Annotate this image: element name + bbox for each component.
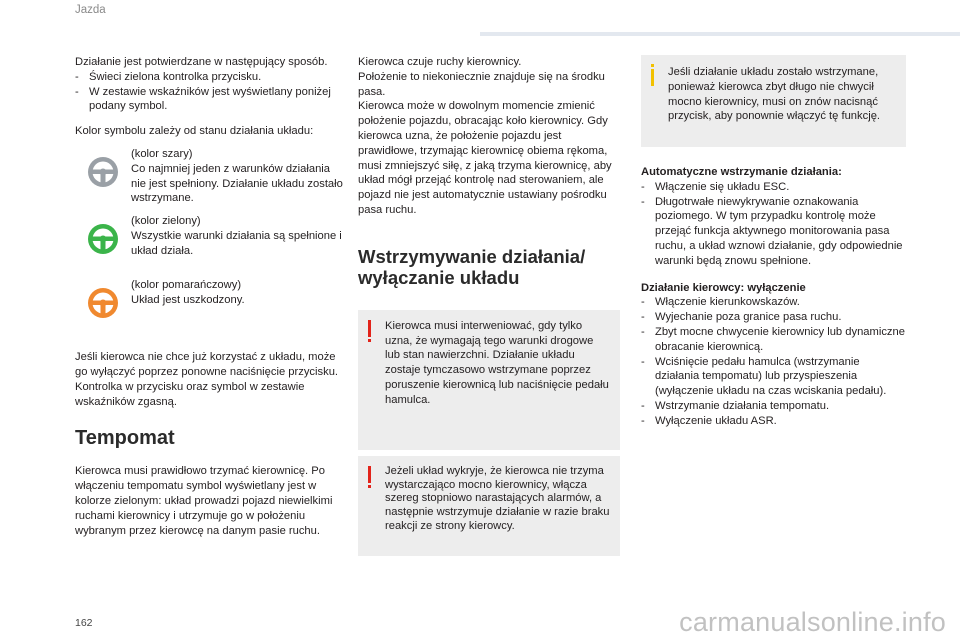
state-color-label: (kolor zielony) <box>131 215 201 228</box>
list-item: - Zbyt mocne chwycenie kierownicy lub dynamiczne obracanie kierownicą. <box>641 325 905 353</box>
state-color-label: (kolor szary) <box>131 147 193 160</box>
column-1 <box>75 55 343 538</box>
list-item: - Wstrzymanie działania tempomatu. <box>641 399 830 412</box>
tempomat-heading: Tempomat <box>75 427 175 450</box>
column-2 <box>358 55 620 556</box>
state-text: Wszystkie warunki działania są spełnione i układ działa. <box>131 229 342 257</box>
state-orange <box>75 278 343 328</box>
disable-paragraph: Jeśli kierowca nie chce już korzystać z układu, może go wyłączyć poprzez ponowne naciśnięcie przycisku. <box>75 351 339 378</box>
paragraph: Kierowca może w dowolnym momencie zmienić położenie pojazdu, obracając koło kierownicy. Gdy kierowca uzna, że położenie pojazdu jest prawidłowe, trzymając kierownicę obiema rękoma, musi zmniejszyć siłę, z jaką trzyma kierownicę, aby układ mógł przejąć kontrolę nad sterowaniem, ale pojazd nie jest automatycznie ustawiany pośrodku pasa ruchu. <box>358 100 612 216</box>
tempomat-text: Kierowca musi prawidłowo trzymać kierownicę. Po włączeniu tempomatu symbol wyświetlany jest w kolorze zielonym: układ prowadzi pojazd niewielkimi ruchami kierownicy i utrzymuje go w położeniu wybranym przez kierowcę na danym pasie ruchu. <box>75 465 333 537</box>
column-3 <box>641 55 906 429</box>
warning-icon <box>368 320 371 342</box>
list-item: - Wyjechanie poza granice pasa ruchu. <box>641 311 842 324</box>
warning-box <box>358 310 620 450</box>
warning-text: Kierowca musi interweniować, gdy tylko uzna, że wymagają tego warunki drogowe lub stan nawierzchni. Działanie układu zostaje tymczasowo wstrzymane poprzez poruszenie kierownicą lub naciśnięcie pedału hamulca. <box>385 319 609 406</box>
list-item: - Włączenie kierunkowskazów. <box>641 296 800 309</box>
list-item: - Długotrwałe niewykrywanie oznakowania poziomego. W tym przypadku kontrolę może przejąć funkcja aktywnego monitorowania pasa ruchu, a układ wznowi działanie, gdy odpowiednie warunki będą znowu spełnione. <box>641 195 903 267</box>
color-intro: Kolor symbolu zależy od stanu działania układu: <box>75 125 314 138</box>
list-item: - W zestawie wskaźników jest wyświetlany poniżej podany symbol. <box>75 85 331 113</box>
steering-wheel-green-icon <box>86 222 120 256</box>
suspend-heading: Wstrzymywanie działania/ wyłączanie układu <box>358 245 586 288</box>
confirm-intro: Działanie jest potwierdzane w następujący sposób. <box>75 56 328 68</box>
info-text: Jeśli działanie układu zostało wstrzymane, ponieważ kierowca zbyt długo nie chwycił mocno kierownicy, musi on znów nacisnąć przycisk, aby ponownie włączyć tę funkcję. <box>668 66 881 123</box>
state-text: Co najmniej jeden z warunków działania nie jest spełniony. Działanie układu zostało wstrzymane. <box>131 162 343 205</box>
paragraph: Kierowca czuje ruchy kierownicy. <box>358 56 522 68</box>
state-green <box>75 214 343 264</box>
disable-paragraph-2: Kontrolka w przycisku oraz symbol w zestawie wskaźników zgasną. <box>75 380 305 408</box>
steering-wheel-gray-icon <box>86 155 120 189</box>
list-item: - Włączenie się układu ESC. <box>641 180 790 193</box>
warning-box <box>358 456 620 556</box>
driver-action-title: Działanie kierowcy: wyłączenie <box>641 281 806 294</box>
state-text: Układ jest uszkodzony. <box>131 293 245 306</box>
watermark: carmanualsonline.info <box>679 607 946 637</box>
info-box <box>641 55 906 147</box>
list-item: - Wciśnięcie pedału hamulca (wstrzymanie działania tempomatu) lub przyspieszenia (wyłączenie układu na czas wciskania pedału). <box>641 355 887 398</box>
state-color-label: (kolor pomarańczowy) <box>131 279 242 292</box>
warning-icon <box>368 466 371 488</box>
paragraph: Położenie to niekoniecznie znajduje się na środku pasa. <box>358 70 605 98</box>
list-item: - Świeci zielona kontrolka przycisku. <box>75 70 262 83</box>
auto-suspend-title: Automatyczne wstrzymanie działania: <box>641 166 842 178</box>
header-rule <box>480 32 960 36</box>
section-header: Jazda <box>75 4 106 16</box>
page-number: 162 <box>75 617 93 629</box>
info-icon <box>651 64 654 86</box>
state-gray <box>75 147 343 206</box>
list-item: - Wyłączenie układu ASR. <box>641 414 777 427</box>
steering-wheel-orange-icon <box>86 286 120 320</box>
warning-text: Jeżeli układ wykryje, że kierowca nie trzyma wystarczająco mocno kierownicy, włącza szereg stopniowo narastających alarmów, a następnie wstrzymuje działanie w razie braku reakcji ze strony kierowcy. <box>385 464 610 532</box>
